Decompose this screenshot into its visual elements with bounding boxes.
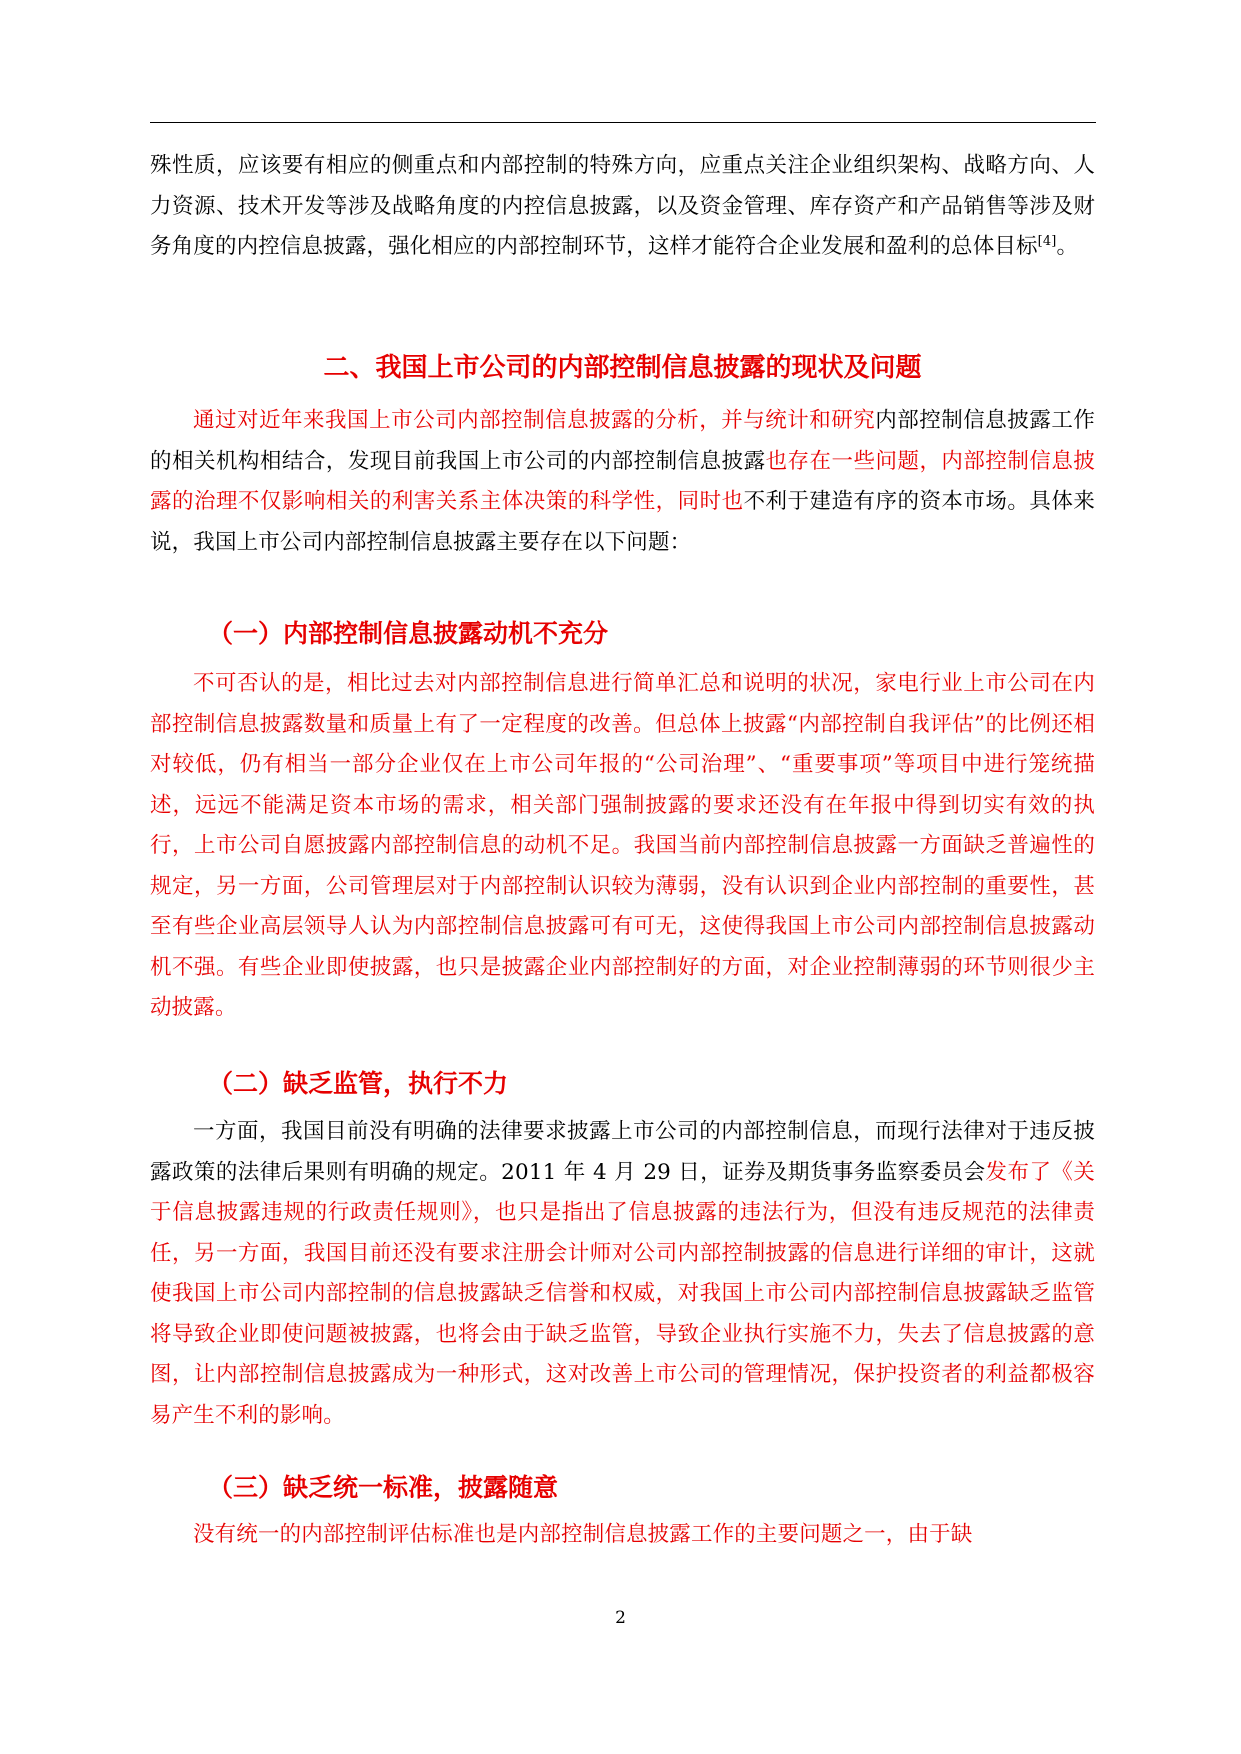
section-2-intro — [150, 401, 1095, 563]
section-2-heading: 二、我国上市公司的内部控制信息披露的现状及问题 — [323, 353, 922, 383]
header-rule — [150, 122, 1096, 123]
intro-part-1: 通过对近年来我国上市公司内部控制信息披露的分析，并与统计和研究 — [193, 408, 876, 433]
paragraph-top-end: 。 — [1056, 234, 1079, 259]
subsection-2-part-2: 对于违反披露政策的法律后果则有明确的规定。2011 年 4 月 29 日，证券及期货事务监察委员会 — [150, 1119, 1095, 1185]
subsection-2-body — [150, 1112, 1095, 1436]
page-number: 2 — [615, 1608, 626, 1628]
intro-part-3: 也存在一些问题，内部控制信息披露的治理不仅影响相关的利害关系主体决策的科学性，同时也 — [150, 448, 1095, 514]
subsection-2-part-3: 发布了《关于信息披露违规的行政责任规则》，也只是指出了信息披露的违法行为，但没有违反规范的法律责任，另一方面，我国目前还没有要求注册会计师对公司内部控制披露的信息进行详细的审计，这就使我国上市公司内部控制的信息披露缺乏信誉和权威，对我国上市公司内部控制信息披露缺乏监管将导致企业即使问题被披露，也将会由于缺乏监管，导致企业执行实施不力，失去了信息披露的意图，让内部控制信息披露成为一种形式，这对改善上市公司的管理情况，保护投资者的利益都极容易产生不利的影响。 — [150, 1159, 1095, 1428]
subsection-2-heading: （二）缺乏监管，执行不力 — [208, 1069, 509, 1098]
citation-ref: [4] — [1037, 234, 1057, 249]
intro-part-2: 内部控制信息披露工作的相关机构相结合，发现目前我国上市公司的内部控制信息披露 — [150, 408, 1095, 474]
intro-part-4: 不利于建造有序的资本市场。具体来说，我国上市公司内部控制信息披露主要存在以下问题： — [150, 489, 1095, 555]
subsection-3-body: 没有统一的内部控制评估标准也是内部控制信息披露工作的主要问题之一，由于缺 — [193, 1522, 973, 1547]
subsection-1-body: 不可否认的是，相比过去对内部控制信息进行简单汇总和说明的状况，家电行业上市公司在内部控制信息披露数量和质量上有了一定程度的改善。但总体上披露“内部控制自我评估”的比例还相对较低，仍有相当一部分企业仅在上市公司年报的“公司治理”、“重要事项”等项目中进行笼统描述，远远不能满足资本市场的需求，相关部门强制披露的要求还没有在年报中得到切实有效的执行，上市公司自愿披露内部控制信息的动机不足。我国当前内部控制信息披露一方面缺乏普遍性的规定，另一方面，公司管理层对于内部控制认识较为薄弱，没有认识到企业内部控制的重要性，甚至有些企业高层领导人认为内部控制信息披露可有可无，这使得我国上市公司内部控制信息披露动机不强。有些企业即使披露，也只是披露企业内部控制好的方面，对企业控制薄弱的环节则很少主动披露。 — [150, 671, 1095, 1020]
subsection-1-heading: （一）内部控制信息披露动机不充分 — [208, 619, 609, 648]
subsection-3-heading: （三）缺乏统一标准，披露随意 — [208, 1473, 559, 1502]
subsection-2-part-1: 一方面，我国目前没有明确的法律要求披露上市公司的内部控制信息，而现行法律 — [193, 1119, 986, 1144]
paragraph-top — [150, 146, 1095, 268]
paragraph-top-text: 殊性质，应该要有相应的侧重点和内部控制的特殊方向，应重点关注企业组织架构、战略方向、人力资源、技术开发等涉及战略角度的内控信息披露，以及资金管理、库存资产和产品销售等涉及财务角度的内控信息披露，强化相应的内部控制环节，这样才能符合企业发展和盈利的总体目标 — [150, 153, 1095, 259]
